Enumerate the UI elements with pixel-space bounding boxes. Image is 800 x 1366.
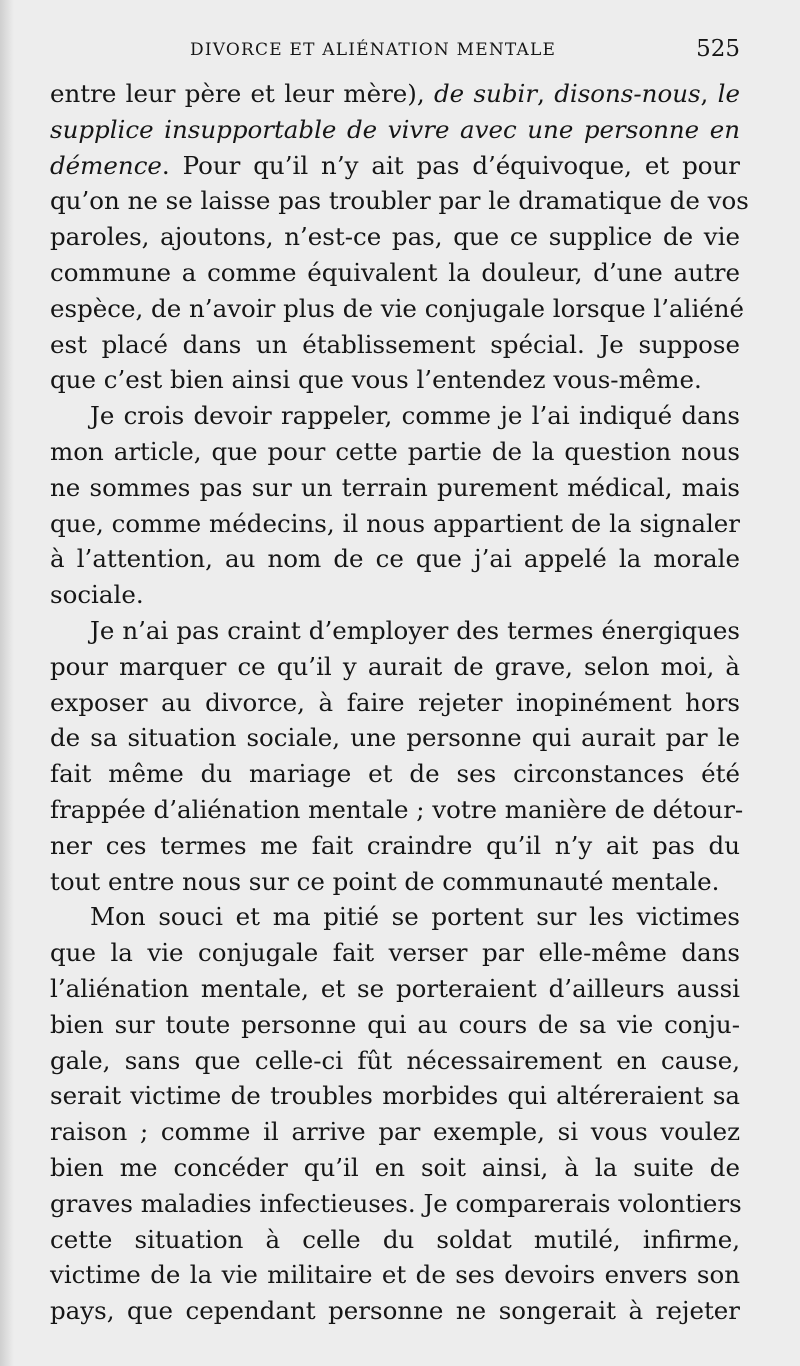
text-segment: cette situation à celle du soldat mutilé, infirme, <box>50 1224 740 1254</box>
text-segment: paroles, ajoutons, n’est-ce pas, que ce supplice de vie <box>50 222 740 252</box>
text-segment: Mon souci et ma pitié se portent sur les victimes <box>90 902 740 932</box>
text-segment: de sa situation sociale, une personne qui aurait par le <box>50 723 740 753</box>
text-line <box>50 183 749 219</box>
text-line <box>50 935 740 971</box>
text-segment: frappée d’aliénation mentale ; votre manière de détour- <box>50 794 744 824</box>
text-segment: victime de la vie militaire et de ses devoirs envers son <box>50 1260 740 1290</box>
text-line <box>50 148 740 184</box>
text-line <box>50 327 740 363</box>
page-gutter-shadow <box>0 0 14 1366</box>
text-line <box>50 577 740 613</box>
text-line <box>50 434 740 470</box>
text-segment: . Pour qu’il n’y ait pas d’équivoque, et pour <box>161 150 740 180</box>
text-segment: commune a comme équivalent la douleur, d’une autre <box>50 257 740 287</box>
text-line <box>50 792 744 828</box>
text-line <box>50 899 740 935</box>
text-segment: pays, que cependant personne ne songerait à rejeter <box>50 1296 740 1326</box>
text-segment: , <box>700 79 718 108</box>
italic-text-segment: démence <box>50 150 162 180</box>
body-text <box>50 76 749 1329</box>
text-segment: que c’est bien ainsi que vous l’entendez vous-même. <box>50 365 702 395</box>
text-segment: fait même du mariage et de ses circonstances été <box>50 759 740 789</box>
text-line <box>50 255 740 291</box>
text-line <box>50 1186 740 1222</box>
text-segment: pour marquer ce qu’il y aurait de grave, selon moi, à <box>50 651 740 681</box>
text-line <box>50 398 740 434</box>
text-segment: mon article, que pour cette partie de la question nous <box>50 436 740 466</box>
text-segment: que, comme médecins, il nous appartient de la signaler <box>50 508 740 538</box>
italic-text-segment: le <box>717 79 741 108</box>
text-line <box>50 971 740 1007</box>
text-segment: ne sommes pas sur un terrain purement médical, mais <box>50 472 740 502</box>
italic-text-segment: supplice insupportable de vivre avec une personne en <box>50 114 740 144</box>
italic-text-segment: de subir <box>433 79 538 108</box>
text-line <box>50 76 740 112</box>
text-segment: gale, sans que celle-ci fût nécessairement en cause, <box>50 1045 740 1075</box>
text-line <box>50 362 740 398</box>
text-segment: tout entre nous sur ce point de communauté mentale. <box>50 866 720 896</box>
text-line <box>50 864 740 900</box>
text-line <box>50 828 740 864</box>
text-segment: que la vie conjugale fait verser par elle-même dans <box>50 938 740 968</box>
text-line <box>50 1114 740 1150</box>
text-segment: entre leur père et leur mère), <box>50 79 434 108</box>
text-line <box>50 219 740 255</box>
text-segment: bien me concéder qu’il en soit ainsi, à la suite de <box>50 1152 740 1182</box>
text-line <box>50 291 745 327</box>
text-line <box>50 613 740 649</box>
text-line <box>50 506 740 542</box>
text-segment: serait victime de troubles morbides qui altéreraient sa <box>50 1081 740 1111</box>
text-segment: , <box>537 79 555 108</box>
text-segment: raison ; comme il arrive par exemple, si vous voulez <box>50 1117 740 1147</box>
text-line <box>50 1007 740 1043</box>
text-line <box>50 470 740 506</box>
text-segment: exposer au divorce, à faire rejeter inopinément hors <box>50 687 740 717</box>
text-segment: ner ces termes me fait craindre qu’il n’y ait pas du <box>50 830 740 860</box>
page-number: 525 <box>696 36 740 62</box>
text-line <box>50 1078 740 1114</box>
text-line <box>50 1293 740 1329</box>
text-segment: l’aliénation mentale, et se porteraient d’ailleurs aussi <box>50 973 740 1003</box>
text-segment: qu’on ne se laisse pas troubler par le dramatique de vos <box>50 186 749 216</box>
text-line <box>50 1222 740 1258</box>
text-line <box>50 649 740 685</box>
text-segment: graves maladies infectieuses. Je comparerais volontiers <box>50 1188 742 1218</box>
running-head: DIVORCE ET ALIÉNATION MENTALE <box>190 40 557 60</box>
text-segment: bien sur toute personne qui au cours de sa vie conju- <box>50 1009 740 1039</box>
text-line <box>50 720 740 756</box>
page-header <box>50 36 740 66</box>
text-segment: sociale. <box>50 580 144 610</box>
text-line <box>50 685 740 721</box>
italic-text-segment: disons-nous <box>554 79 701 108</box>
text-segment: est placé dans un établissement spécial. Je suppose <box>50 329 740 359</box>
text-line <box>50 1043 740 1079</box>
text-line <box>50 756 740 792</box>
text-segment: à l’attention, au nom de ce que j’ai appelé la morale <box>50 544 740 574</box>
text-segment: Je n’ai pas craint d’employer des termes énergiques <box>90 615 740 645</box>
text-line <box>50 1150 740 1186</box>
text-segment: Je crois devoir rappeler, comme je l’ai indiqué dans <box>90 401 740 431</box>
text-line <box>50 1257 740 1293</box>
text-line <box>50 541 740 577</box>
text-line <box>50 112 740 148</box>
text-segment: espèce, de n’avoir plus de vie conjugale lorsque l’aliéné <box>50 293 745 323</box>
